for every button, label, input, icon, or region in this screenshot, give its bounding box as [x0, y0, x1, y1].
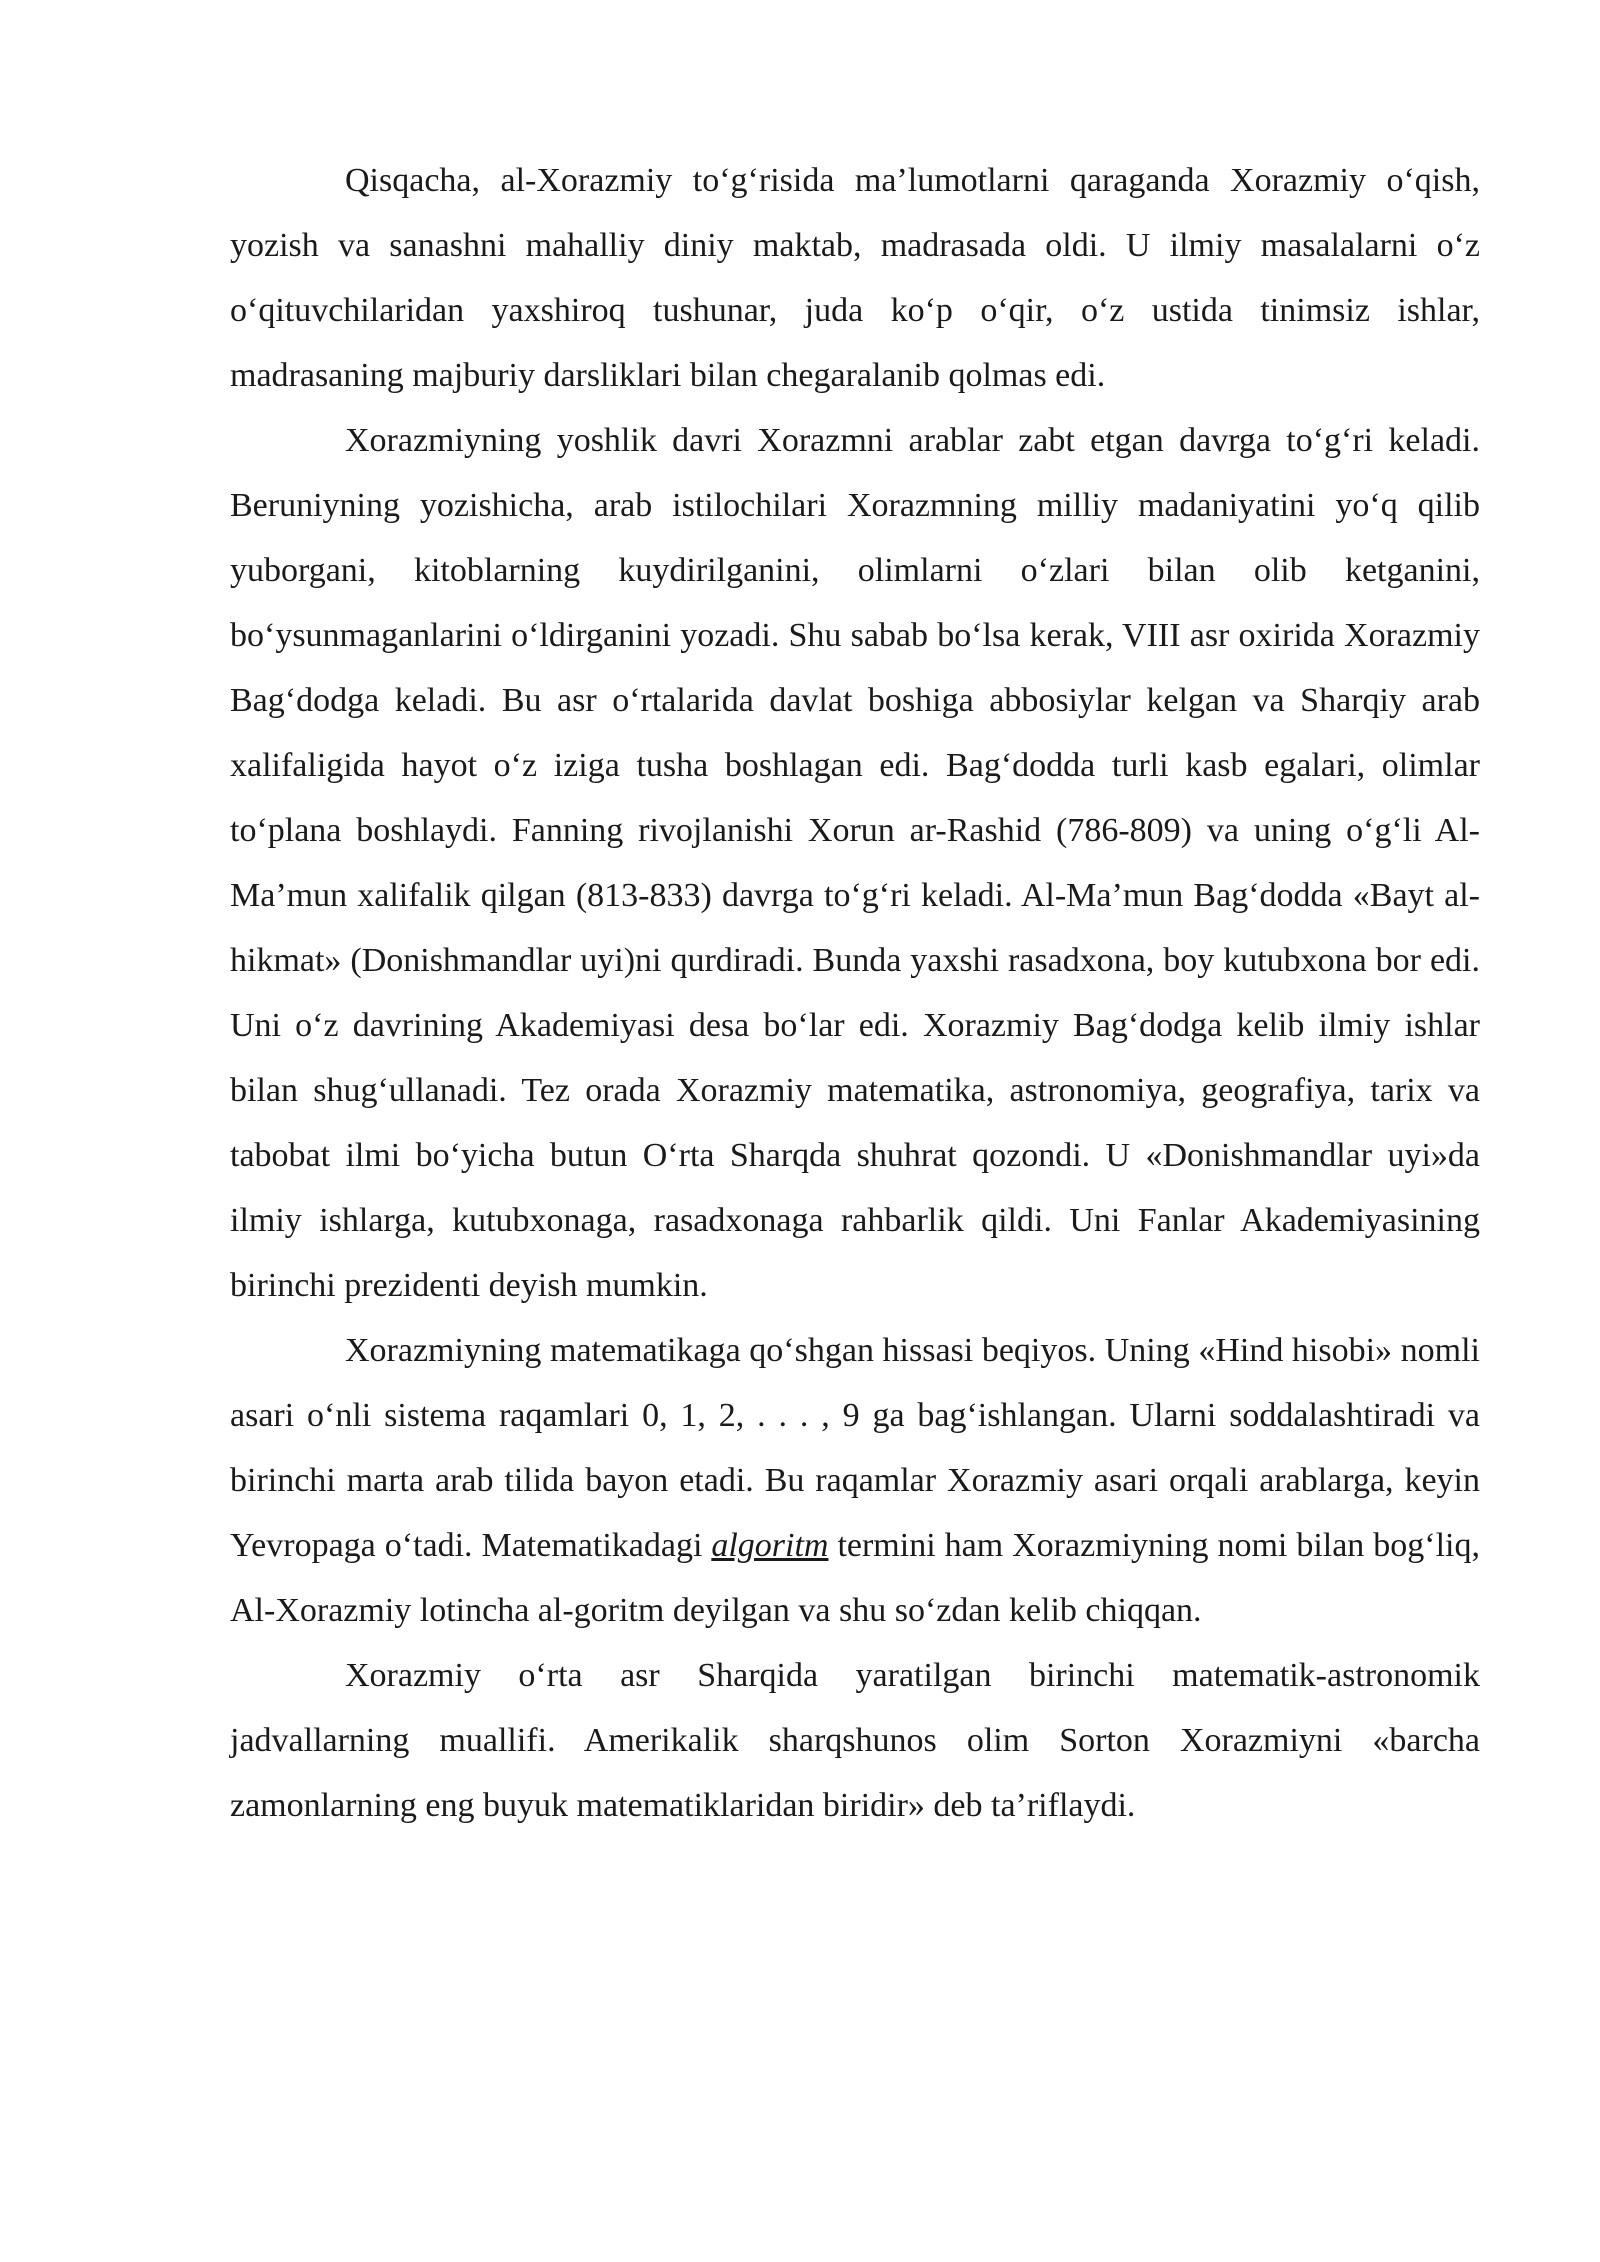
paragraph-3-text-after: termini ham Xorazmiyning nomi bilan bog‘liq, Al-Xorazmiy lotincha al-goritm deyilgan va shu so‘zdan kelib chiqqan.: [230, 1527, 1480, 1629]
paragraph-4: Xorazmiy o‘rta asr Sharqida yaratilgan birinchi matematik-astronomik jadvallarning muallifi. Amerikalik sharqshunos olim Sorton Xorazmiyni «barcha zamonlarning eng buyuk matematiklaridan biridir» deb ta’riflaydi.: [230, 1657, 1480, 1824]
document-page: [230, 148, 1480, 1838]
paragraph-3: [230, 1318, 1480, 1643]
paragraph-1: Qisqacha, al-Xorazmiy to‘g‘risida ma’lumotlarni qaraganda Xorazmiy o‘qish, yozish va sanashni mahalliy diniy maktab, madrasada oldi. U ilmiy masalalarni o‘z o‘qituvchilaridan yaxshiroq tushunar, juda ko‘p o‘qir, o‘z ustida tinimsiz ishlar, madrasaning majburiy darsliklari bilan chegaralanib qolmas edi.: [230, 162, 1480, 394]
algoritm-term: algoritm: [711, 1527, 829, 1564]
paragraph-3-text-before: Xorazmiyning matematikaga qo‘shgan hissasi beqiyos. Uning «Hind hisobi» nomli asari o‘nli sistema raqamlari 0, 1, 2, . . . , 9 ga bag‘ishlangan. Ularni soddalashtiradi va birinchi marta arab tilida bayon etadi. Bu raqamlar Xorazmiy asari orqali arablarga, keyin Yevropaga o‘tadi. Matematikadagi: [230, 1332, 1480, 1564]
paragraph-2: Xorazmiyning yoshlik davri Xorazmni arablar zabt etgan davrga to‘g‘ri keladi. Beruniyning yozishicha, arab istilochilari Xorazmning milliy madaniyatini yo‘q qilib yuborgani, kitoblarning kuydirilganini, olimlarni o‘zlari bilan olib ketganini, bo‘ysunmaganlarini o‘ldirganini yozadi. Shu sabab bo‘lsa kerak, VIII asr oxirida Xorazmiy Bag‘dodga keladi. Bu asr o‘rtalarida davlat boshiga abbosiylar kelgan va Sharqiy arab xalifaligida hayot o‘z iziga tusha boshlagan edi. Bag‘dodda turli kasb egalari, olimlar to‘plana boshlaydi. Fanning rivojlanishi Xorun ar-Rashid (786-809) va uning o‘g‘li Al-Ma’mun xalifalik qilgan (813-833) davrga to‘g‘ri keladi. Al-Ma’mun Bag‘dodda «Bayt al-hikmat» (Donishmandlar uyi)ni qurdiradi. Bunda yaxshi rasadxona, boy kutubxona bor edi. Uni o‘z davrining Akademiyasi desa bo‘lar edi. Xorazmiy Bag‘dodga kelib ilmiy ishlar bilan shug‘ullanadi. Tez orada Xorazmiy matematika, astronomiya, geografiya, tarix va tabobat ilmi bo‘yicha butun O‘rta Sharqda shuhrat qozondi. U «Donishmandlar uyi»da ilmiy ishlarga, kutubxonaga, rasadxonaga rahbarlik qildi. Uni Fanlar Akademiyasining birinchi prezidenti deyish mumkin.: [230, 422, 1480, 1304]
